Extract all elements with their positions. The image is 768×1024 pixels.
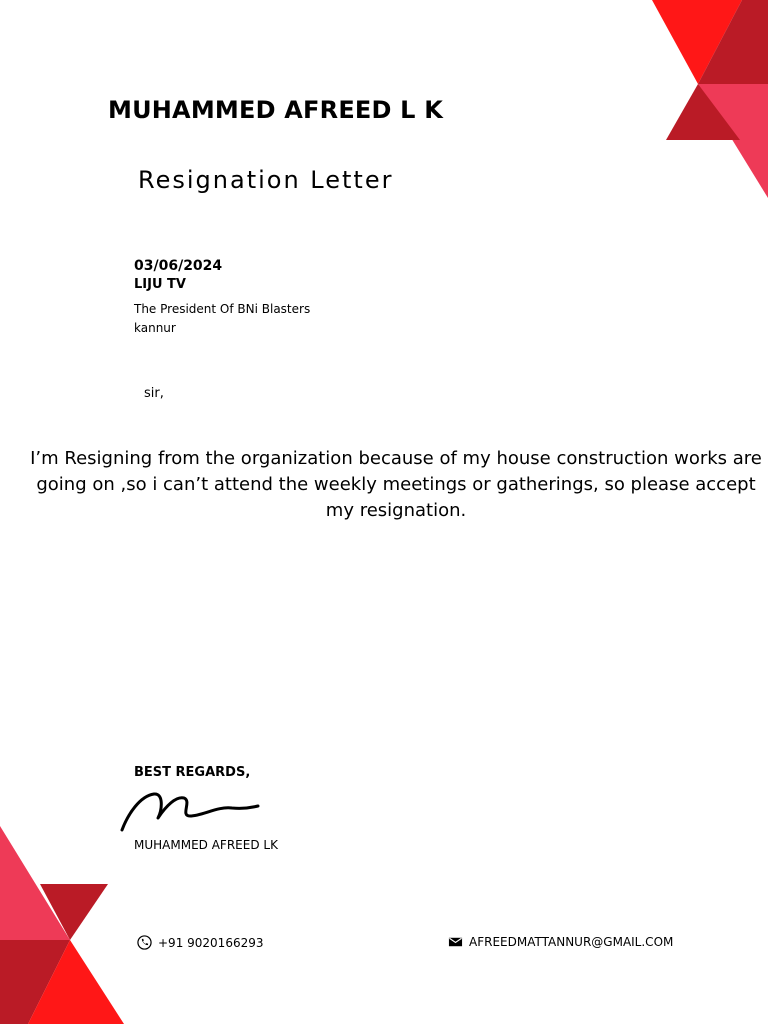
bottom-left-triangle-decoration (0, 824, 130, 1024)
phone-contact[interactable] (137, 935, 264, 950)
top-right-triangle-decoration (638, 0, 768, 200)
phone-number: +91 9020166293 (158, 935, 264, 950)
document-title: Resignation Letter (138, 166, 394, 194)
closing-regards: BEST REGARDS, (134, 765, 251, 780)
letter-body: I’m Resigning from the organization because of my house construction works are going on ,so i can’t attend the weekly meetings or gatherings, so please accept my resignation. (30, 448, 762, 521)
salutation: sir, (144, 386, 164, 401)
recipient-place: kannur (134, 321, 176, 335)
handwritten-signature (118, 786, 260, 836)
letter-date: 03/06/2024 (134, 258, 223, 274)
email-contact[interactable] (448, 935, 673, 949)
phone-icon (137, 935, 152, 950)
signer-name: MUHAMMED AFREED LK (134, 838, 278, 852)
recipient-role: The President Of BNi Blasters (134, 302, 311, 316)
sender-name-heading: MUHAMMED AFREED L K (108, 96, 444, 124)
mail-icon (448, 936, 463, 948)
recipient-name: LIJU TV (134, 277, 186, 292)
email-address: AFREEDMATTANNUR@GMAIL.COM (469, 935, 674, 949)
